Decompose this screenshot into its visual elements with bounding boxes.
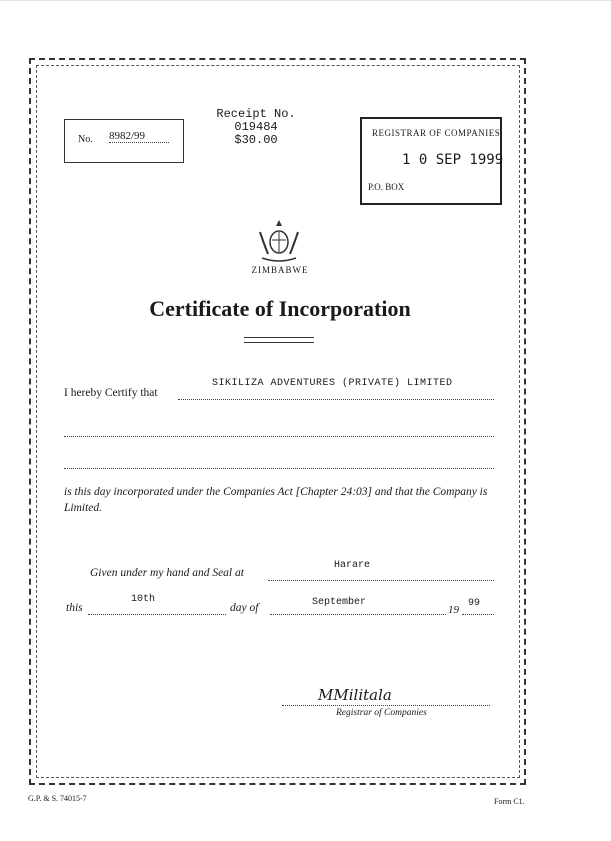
dotted-line bbox=[462, 614, 494, 615]
day-value: 10th bbox=[131, 594, 156, 605]
form-number: Form C1. bbox=[494, 797, 525, 806]
registrar-signature: MMilitala bbox=[318, 686, 392, 704]
receipt-block bbox=[196, 108, 316, 147]
month-value: September bbox=[312, 597, 367, 608]
certificate-title: Certificate of Incorporation bbox=[149, 296, 411, 321]
given-lead: Given under my hand and Seal at bbox=[90, 567, 244, 579]
coat-of-arms-icon bbox=[254, 218, 304, 264]
this-label: this bbox=[66, 602, 83, 614]
stamp-po-box: P.O. BOX bbox=[368, 182, 405, 192]
dotted-line bbox=[64, 468, 494, 469]
certificate-number: 8982/99 bbox=[109, 130, 169, 143]
dotted-line bbox=[270, 614, 446, 615]
stamp-date: 1 0 SEP 1999 bbox=[402, 152, 504, 168]
number-label: No. bbox=[78, 134, 93, 145]
dotted-line bbox=[88, 614, 226, 615]
dotted-line bbox=[178, 399, 494, 400]
receipt-number: Receipt No. 019484 bbox=[216, 107, 296, 134]
century-label: 19 bbox=[448, 604, 459, 616]
incorporation-statement: is this day incorporated under the Companies Act [Chapter 24:03] and that the Company is Limited. bbox=[64, 486, 488, 514]
given-place: Harare bbox=[334, 560, 371, 571]
company-name: SIKILIZA ADVENTURES (PRIVATE) LIMITED bbox=[212, 378, 453, 389]
signature-line bbox=[282, 705, 490, 706]
day-of-label: day of bbox=[230, 602, 259, 614]
certify-lead: I hereby Certify that bbox=[64, 387, 158, 399]
stamp-registrar-text: REGISTRAR OF COMPANIES bbox=[372, 128, 501, 138]
printer-code: G.P. & S. 74015-7 bbox=[28, 794, 87, 803]
dotted-line bbox=[268, 580, 494, 581]
year-value: 99 bbox=[468, 598, 481, 609]
dotted-line bbox=[64, 436, 494, 437]
title-underline bbox=[244, 337, 314, 343]
country-name: ZIMBABWE bbox=[251, 265, 309, 275]
receipt-amount: $30.00 bbox=[234, 133, 278, 147]
fold-line bbox=[0, 0, 611, 1]
registrar-title: Registrar of Companies bbox=[336, 708, 427, 718]
